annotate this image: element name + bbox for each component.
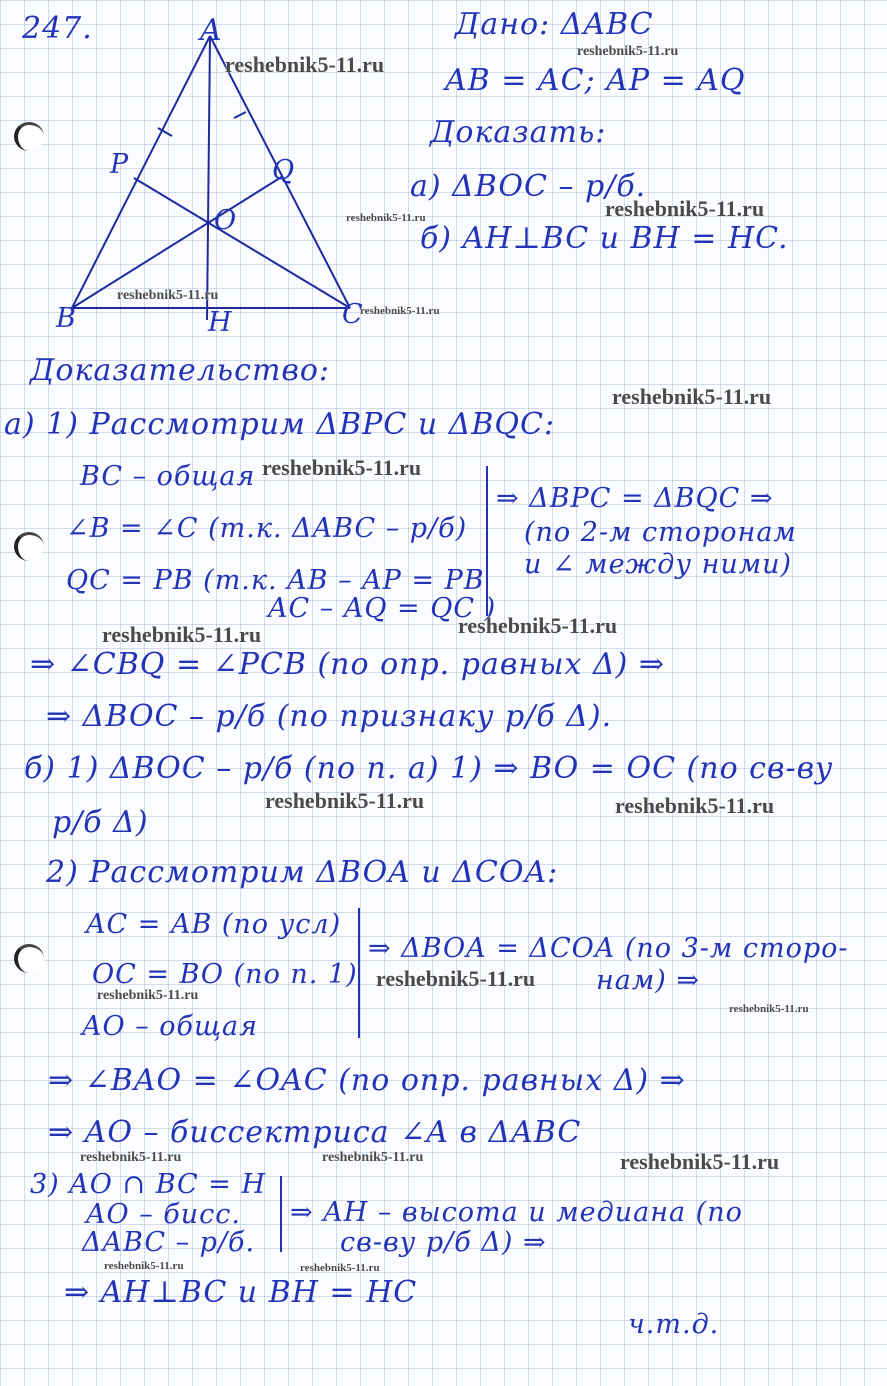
step-a1-title: а) 1) Рассмотрим ΔBPC и ΔBQC:	[4, 407, 556, 442]
step-b2-line: OC = BO (по п. 1)	[92, 959, 358, 990]
step-b3-line: 3) AO ∩ BC = H	[30, 1169, 267, 1200]
watermark: reshebnik5-11.ru	[225, 52, 385, 77]
tick-mark	[234, 112, 246, 118]
step-a1-line: AC – AQ = QC )	[268, 593, 497, 624]
step-b3-conclusion: св-ву р/б Δ) ⇒	[340, 1227, 547, 1258]
system-brace	[486, 466, 488, 616]
step-b2-conclusion: нам) ⇒	[596, 965, 701, 996]
given-line: AB = AC; AP = AQ	[445, 63, 746, 98]
watermark: reshebnik5-11.ru	[346, 212, 426, 224]
step-a1-line: ∠B = ∠C (т.к. ΔABC – р/б)	[66, 513, 468, 544]
watermark: reshebnik5-11.ru	[104, 1260, 184, 1272]
watermark: reshebnik5-11.ru	[80, 1150, 182, 1165]
prove-heading: Доказать:	[430, 115, 607, 150]
step-a1-conclusion: и ∠ между ними)	[524, 549, 793, 580]
given-heading: Дано: ΔABC	[455, 7, 654, 42]
watermark: reshebnik5-11.ru	[97, 988, 199, 1003]
watermark: reshebnik5-11.ru	[265, 788, 425, 813]
problem-number: 247.	[22, 11, 93, 46]
watermark: reshebnik5-11.ru	[729, 1003, 809, 1015]
watermark: reshebnik5-11.ru	[458, 613, 618, 638]
watermark: reshebnik5-11.ru	[360, 305, 440, 317]
step-b3-conclusion: ⇒ AH – высота и медиана (по	[290, 1197, 743, 1228]
watermark: reshebnik5-11.ru	[117, 288, 219, 303]
step-a2: ⇒ ∠CBQ = ∠PCB (по опр. равных Δ) ⇒	[30, 647, 665, 682]
step-b3-line: ΔABC – р/б.	[82, 1227, 256, 1258]
watermark: reshebnik5-11.ru	[615, 793, 775, 818]
segment-ah	[207, 36, 210, 320]
prove-item-b: б) AH⊥BC и BH = HC.	[420, 221, 789, 256]
point-label-p: P	[110, 149, 130, 180]
proof-heading: Доказательство:	[30, 353, 331, 388]
watermark: reshebnik5-11.ru	[300, 1262, 380, 1274]
prove-item-a: а) ΔBOC – р/б.	[410, 169, 647, 204]
point-label-o: O	[214, 205, 238, 236]
watermark: reshebnik5-11.ru	[322, 1150, 424, 1165]
system-brace	[280, 1176, 282, 1252]
watermark: reshebnik5-11.ru	[620, 1149, 780, 1174]
step-b2-title: 2) Рассмотрим ΔBOA и ΔCOA:	[46, 855, 559, 890]
step-b2-line: AO – общая	[82, 1011, 259, 1042]
vertex-label-a: A	[200, 13, 223, 48]
step-a1-conclusion: (по 2-м сторонам	[524, 517, 797, 548]
vertex-label-b: B	[56, 303, 77, 334]
step-b2-line: AC = AB (по усл)	[86, 909, 342, 940]
side-ab	[72, 36, 210, 308]
final-conclusion: ⇒ AH⊥BC и BH = HC	[64, 1275, 418, 1310]
watermark: reshebnik5-11.ru	[577, 44, 679, 59]
watermark: reshebnik5-11.ru	[102, 622, 262, 647]
step-a3: ⇒ ΔBOC – р/б (по признаку р/б Δ).	[46, 699, 613, 734]
watermark: reshebnik5-11.ru	[262, 455, 422, 480]
step-a1-conclusion: ⇒ ΔBPC = ΔBQC ⇒	[496, 483, 774, 514]
system-brace	[358, 908, 360, 1038]
watermark: reshebnik5-11.ru	[612, 384, 772, 409]
step-b2-result: ⇒ AO – биссектриса ∠A в ΔABC	[48, 1115, 582, 1150]
step-b2-result: ⇒ ∠BAO = ∠OAC (по опр. равных Δ) ⇒	[48, 1063, 686, 1098]
step-a1-line: BC – общая	[80, 461, 256, 492]
step-a1-line: QC = PB (т.к. AB – AP = PB	[66, 565, 485, 596]
point-label-q: Q	[272, 155, 296, 186]
step-b3-line: AO – бисс.	[86, 1199, 241, 1230]
step-b1-line2: р/б Δ)	[52, 805, 149, 840]
step-b2-conclusion: ⇒ ΔBOA = ΔCOA (по 3-м сторо-	[368, 933, 849, 964]
point-label-h: H	[208, 307, 233, 338]
vertex-label-c: C	[342, 299, 364, 330]
qed-mark: ч.т.д.	[628, 1309, 720, 1340]
step-b1-line1: б) 1) ΔBOC – р/б (по п. а) 1) ⇒ BO = OC (по св-ву	[24, 751, 834, 786]
watermark: reshebnik5-11.ru	[376, 966, 536, 991]
watermark: reshebnik5-11.ru	[605, 196, 765, 221]
